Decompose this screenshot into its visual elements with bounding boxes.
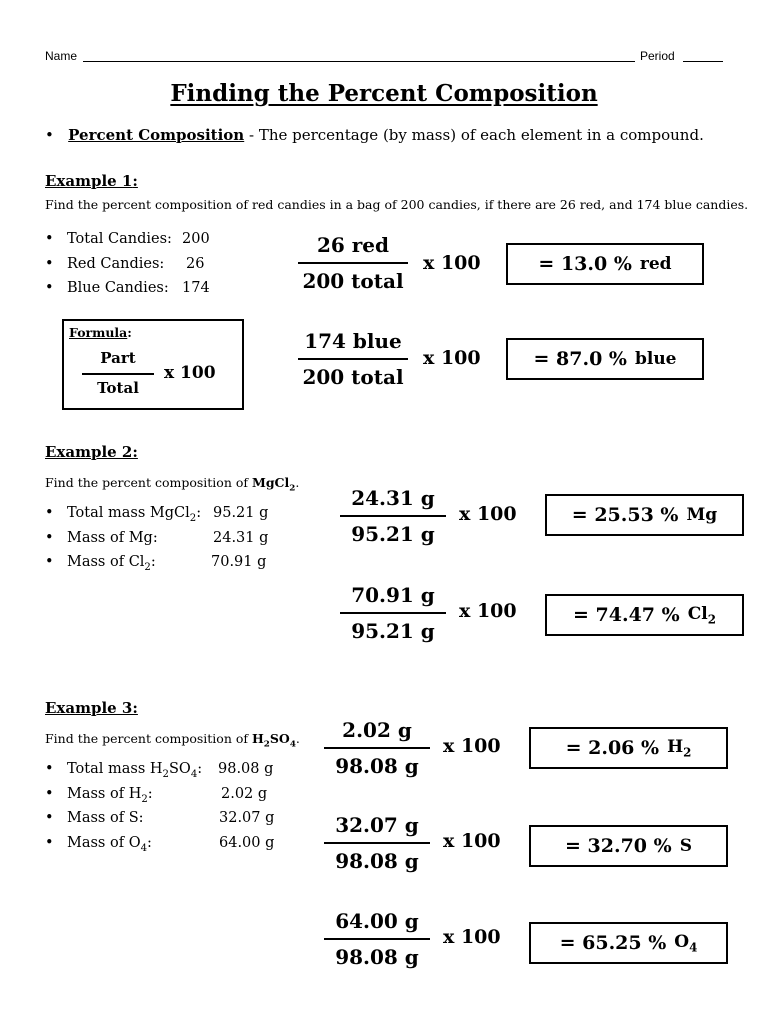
example3-result-o4: = 65.25 % $O_4$ [529, 922, 728, 964]
list-item: • Blue Candies: 174 [45, 280, 210, 296]
formula-label: Formula: [69, 325, 132, 340]
formula-multiplier: x 100 [164, 363, 216, 383]
example2-heading: Example 2: [45, 443, 138, 461]
example2-result-mg: = 25.53 % Mg [545, 494, 744, 536]
example2-calc-mg-multiplier: x 100 [459, 503, 517, 525]
example2-calc-cl2-multiplier: x 100 [459, 600, 517, 622]
page-title: Finding the Percent Composition [170, 80, 598, 107]
bullet: • [45, 126, 54, 144]
list-item: • Mass of Mg: 24.31 g [45, 529, 269, 546]
example1-result-blue: = 87.0 % blue [506, 338, 704, 380]
example3-heading: Example 3: [45, 699, 138, 717]
period-blank[interactable] [683, 61, 723, 62]
example1-calc-blue-multiplier: x 100 [423, 347, 481, 369]
example3-calc-o4-multiplier: x 100 [443, 926, 501, 948]
list-item: • Total mass MgCl$_2$: 95.21 g [45, 505, 269, 524]
definition-term: Percent Composition [68, 126, 245, 144]
list-item: • Mass of S: 32.07 g [45, 810, 275, 826]
name-period-line [45, 49, 725, 65]
name-blank[interactable] [83, 61, 635, 62]
example1-facts [45, 227, 210, 301]
example2-result-cl2: = 74.47 % $Cl_2$ [545, 594, 744, 636]
example3-result-h2: = 2.06 % $H_2$ [529, 727, 728, 769]
example1-heading: Example 1: [45, 172, 138, 190]
example2-calc-mg-fraction: 24.31 g 95.21 g [340, 483, 446, 549]
definition [45, 126, 704, 144]
example3-facts [45, 757, 275, 855]
example1-task: Find the percent composition of red candies in a bag of 200 candies, if there are 26 red, and 174 blue candies. [45, 197, 749, 212]
formula-fraction: Part Total [82, 345, 154, 399]
name-label: Name [45, 49, 78, 63]
example3-calc-h2-fraction: 2.02 g 98.08 g [324, 715, 430, 781]
list-item: • Total mass $H_2SO_4$: 98.08 g [45, 761, 274, 780]
definition-text: - The percentage (by mass) of each element in a compound. [244, 126, 704, 144]
list-item: • Mass of $O_4$: 64.00 g [45, 834, 275, 854]
period-label: Period [640, 49, 675, 63]
example1-result-red: = 13.0 % red [506, 243, 704, 285]
example1-calc-blue-fraction: 174 blue 200 total [298, 326, 408, 392]
list-item: • Mass of $H_2$: 2.02 g [45, 785, 268, 805]
formula-box [62, 319, 244, 410]
list-item: • Mass of $Cl_2$: 70.91 g [45, 554, 267, 573]
example1-calc-red-fraction: 26 red 200 total [298, 230, 408, 296]
example1-calc-red-multiplier: x 100 [423, 252, 481, 274]
example2-task: Find the percent composition of MgCl$_2$. [45, 475, 300, 494]
list-item: • Total Candies: 200 [45, 231, 210, 247]
example3-calc-o4-fraction: 64.00 g 98.08 g [324, 906, 430, 972]
example3-calc-s-fraction: 32.07 g 98.08 g [324, 810, 430, 876]
example3-result-s: = 32.70 % S [529, 825, 728, 867]
list-item: • Red Candies: 26 [45, 255, 205, 272]
example3-calc-h2-multiplier: x 100 [443, 735, 501, 757]
example3-calc-s-multiplier: x 100 [443, 830, 501, 852]
example2-calc-cl2-fraction: 70.91 g 95.21 g [340, 580, 446, 646]
example2-facts [45, 501, 269, 575]
example3-task: Find the percent composition of $H_2SO_4$. [45, 731, 300, 750]
